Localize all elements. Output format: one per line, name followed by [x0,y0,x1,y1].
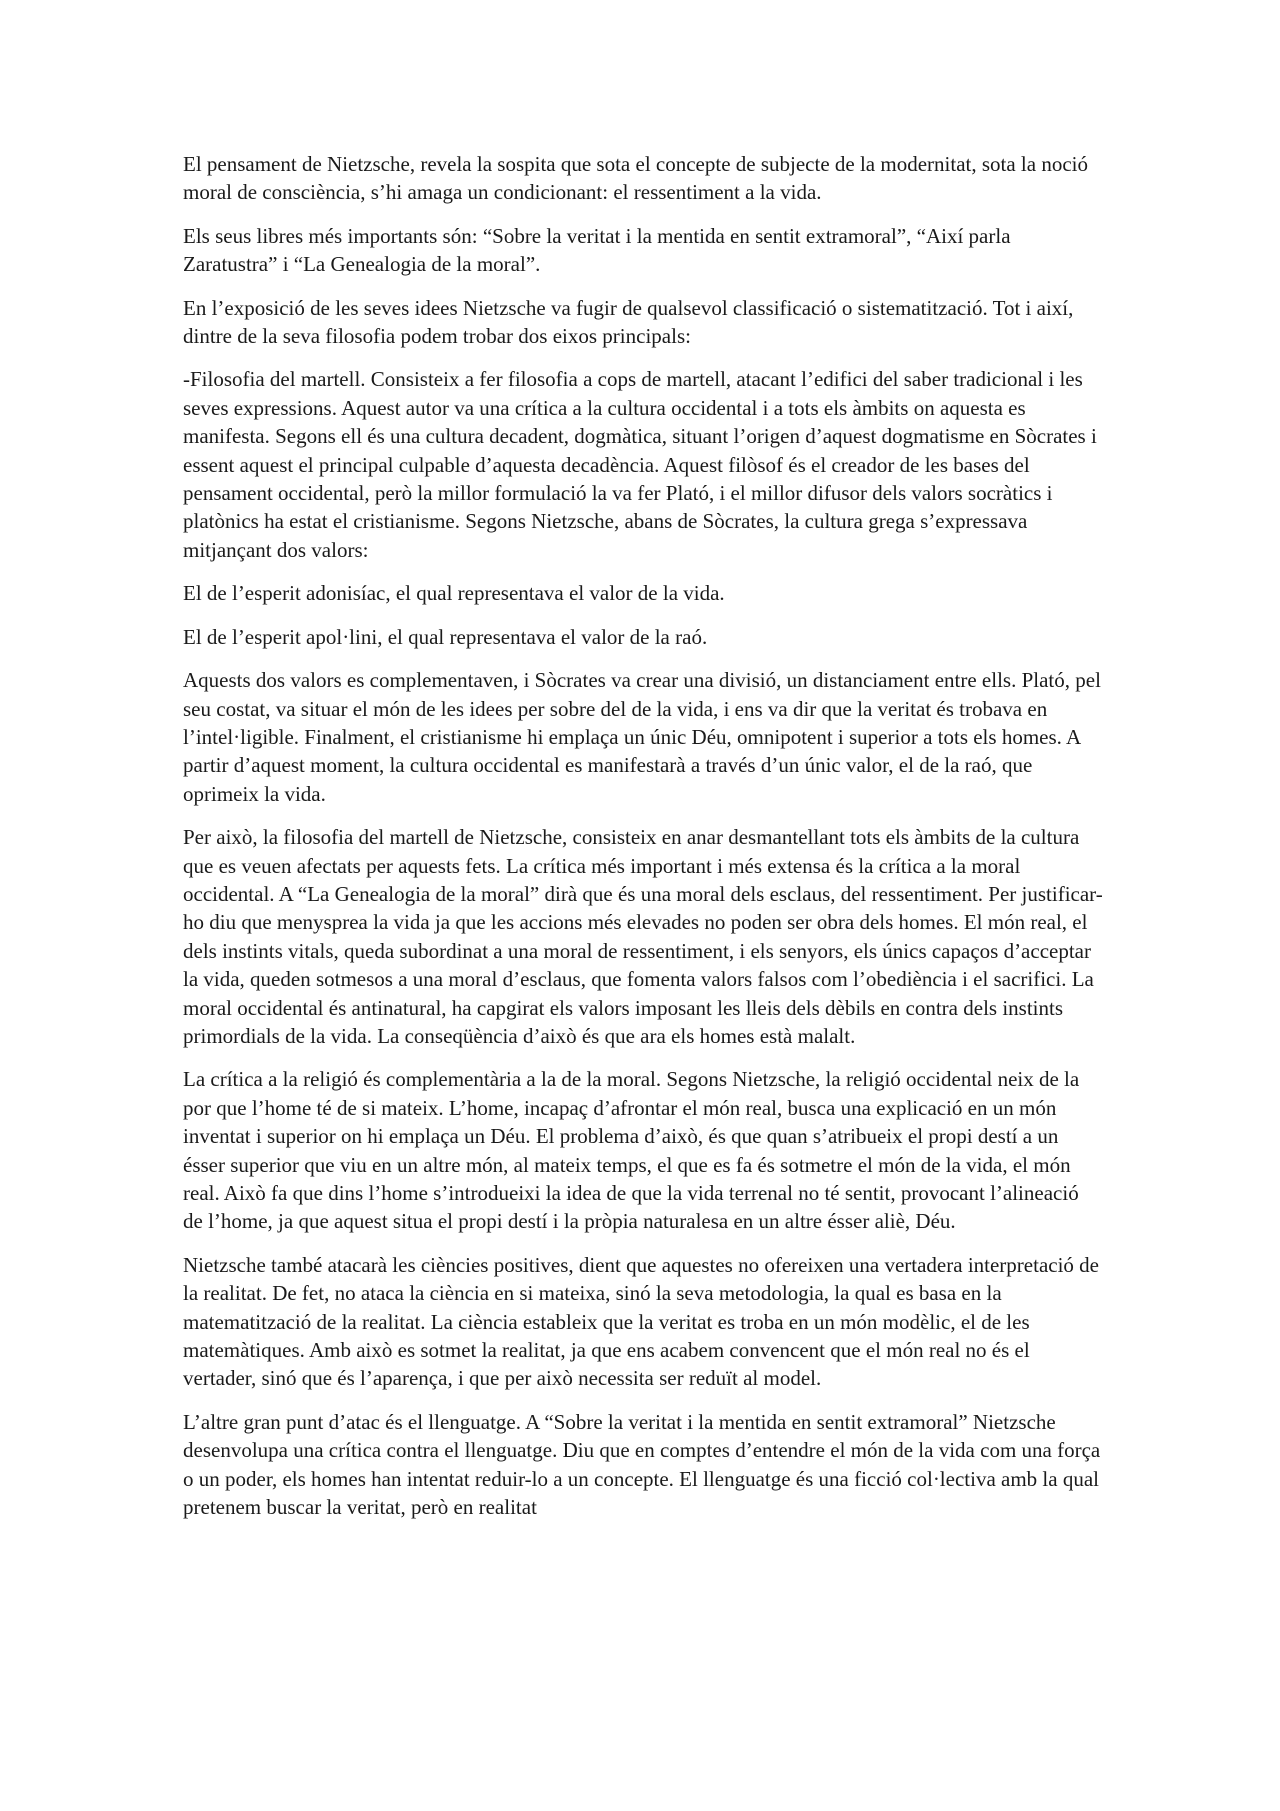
paragraph-dionysian: El de l’esperit adonisíac, el qual representava el valor de la vida. [183,581,725,606]
paragraph-science-critique: Nietzsche també atacarà les ciències positives, dient que aquestes no ofereixen una vertadera interpretació de la realitat. De fet, no ataca la ciència en si mateixa, sinó la seva metodologia, la qual es basa en la matematització de la realitat. La ciència estableix que la veritat es troba en un món modèlic, el de les matemàtiques. Amb això es sotmet la realitat, ja que ens acabem convencent que el món real no és el vertader, sinó que és l’aparença, i que per això necessita ser reduït al model. [183,1252,1099,1391]
paragraph-apollonian: El de l’esperit apol·lini, el qual representava el valor de la raó. [183,624,708,649]
paragraph-intro: El pensament de Nietzsche, revela la sospita que sota el concepte de subjecte de la modernitat, sota la noció moral de consciència, s’hi amaga un condicionant: el ressentiment a la vida. [183,152,1088,205]
paragraph-books: Els seus libres més importants són: “Sobre la veritat i la mentida en sentit extramoral”, “Així parla Zaratustra” i “La Genealogia de la moral”. [183,223,1011,277]
paragraph-moral-critique: Per això, la filosofia del martell de Nietzsche, consisteix en anar desmantellant tots els àmbits de la cultura que es veuen afectats per aquests fets. La crítica més important i més extensa és la crítica a la moral occidental. A “La Genealogia de la moral” dirà que és una moral dels esclaus, del ressentiment. Per justificar-ho diu que menysprea la vida ja que les accions més elevades no poden ser obra dels homes. El món real, el dels instints vitals, queda subordinat a una moral de ressentiment, i els senyors, els únics capaços d’acceptar la vida, queden sotmesos a una moral d’esclaus, que fomenta valors falsos com l’obediència i el sacrifici. La moral occidental és antinatural, ha capgirat els valors imposant les lleis dels dèbils en contra dels instints primordials de la vida. La conseqüència d’això és que ara els homes està malalt. [183,825,1103,1048]
document-page [183,150,1103,1536]
paragraph-religion-critique: La crítica a la religió és complementària a la de la moral. Segons Nietzsche, la religió occidental neix de la por que l’home té de si mateix. L’home, incapaç d’afrontar el món real, busca una explicació en un món inventat i superior on hi emplaça un Déu. El problema d’això, és que quan s’atribueix el propi destí a un ésser superior que viu en un altre món, al mateix temps, el que es fa és sotmetre el món de la vida, el món real. Això fa que dins l’home s’introdueixi la idea de que la vida terrenal no té sentit, provocant l’alineació de l’home, ja que aquest situa el propi destí i la pròpia naturalesa en un altre ésser aliè, Déu. [183,1067,1080,1234]
paragraph-language-critique: L’altre gran punt d’atac és el llenguatge. A “Sobre la veritat i la mentida en sentit extramoral” Nietzsche desenvolupa una crítica contra el llenguatge. Diu que en comptes d’entendre el món de la vida com una força o un poder, els homes han intentat reduir-lo a un concepte. El llenguatge és una ficció col·lectiva amb la qual pretenem buscar la veritat, però en realitat [183,1409,1101,1520]
paragraph-values: Aquests dos valors es complementaven, i Sòcrates va crear una divisió, un distanciament entre ells. Plató, pel seu costat, va situar el món de les idees per sobre del de la vida, i ens va dir que la veritat és trobava en l’intel·ligible. Finalment, el cristianisme hi emplaça un únic Déu, omnipotent i superior a tots els homes. A partir d’aquest moment, la cultura occidental es manifestarà a través d’un únic valor, el de la raó, que oprimeix la vida. [183,668,1101,806]
paragraph-axes: En l’exposició de les seves idees Nietzsche va fugir de qualsevol classificació o sistematització. Tot i així, dintre de la seva filosofia podem trobar dos eixos principals: [183,295,1074,349]
paragraph-hammer-philosophy: -Filosofia del martell. Consisteix a fer filosofia a cops de martell, atacant l’edifici del saber tradicional i les seves expressions. Aquest autor va una crítica a la cultura occidental i a tots els àmbits on aquesta es manifesta. Segons ell és una cultura decadent, dogmàtica, situant l’origen d’aquest dogmatisme en Sòcrates i essent aquest el principal culpable d’aquesta decadència. Aquest filòsof és el creador de les bases del pensament occidental, però la millor formulació la va fer Plató, i el millor difusor dels valors socràtics i platònics ha estat el cristianisme. Segons Nietzsche, abans de Sòcrates, la cultura grega s’expressava mitjançant dos valors: [183,367,1097,562]
